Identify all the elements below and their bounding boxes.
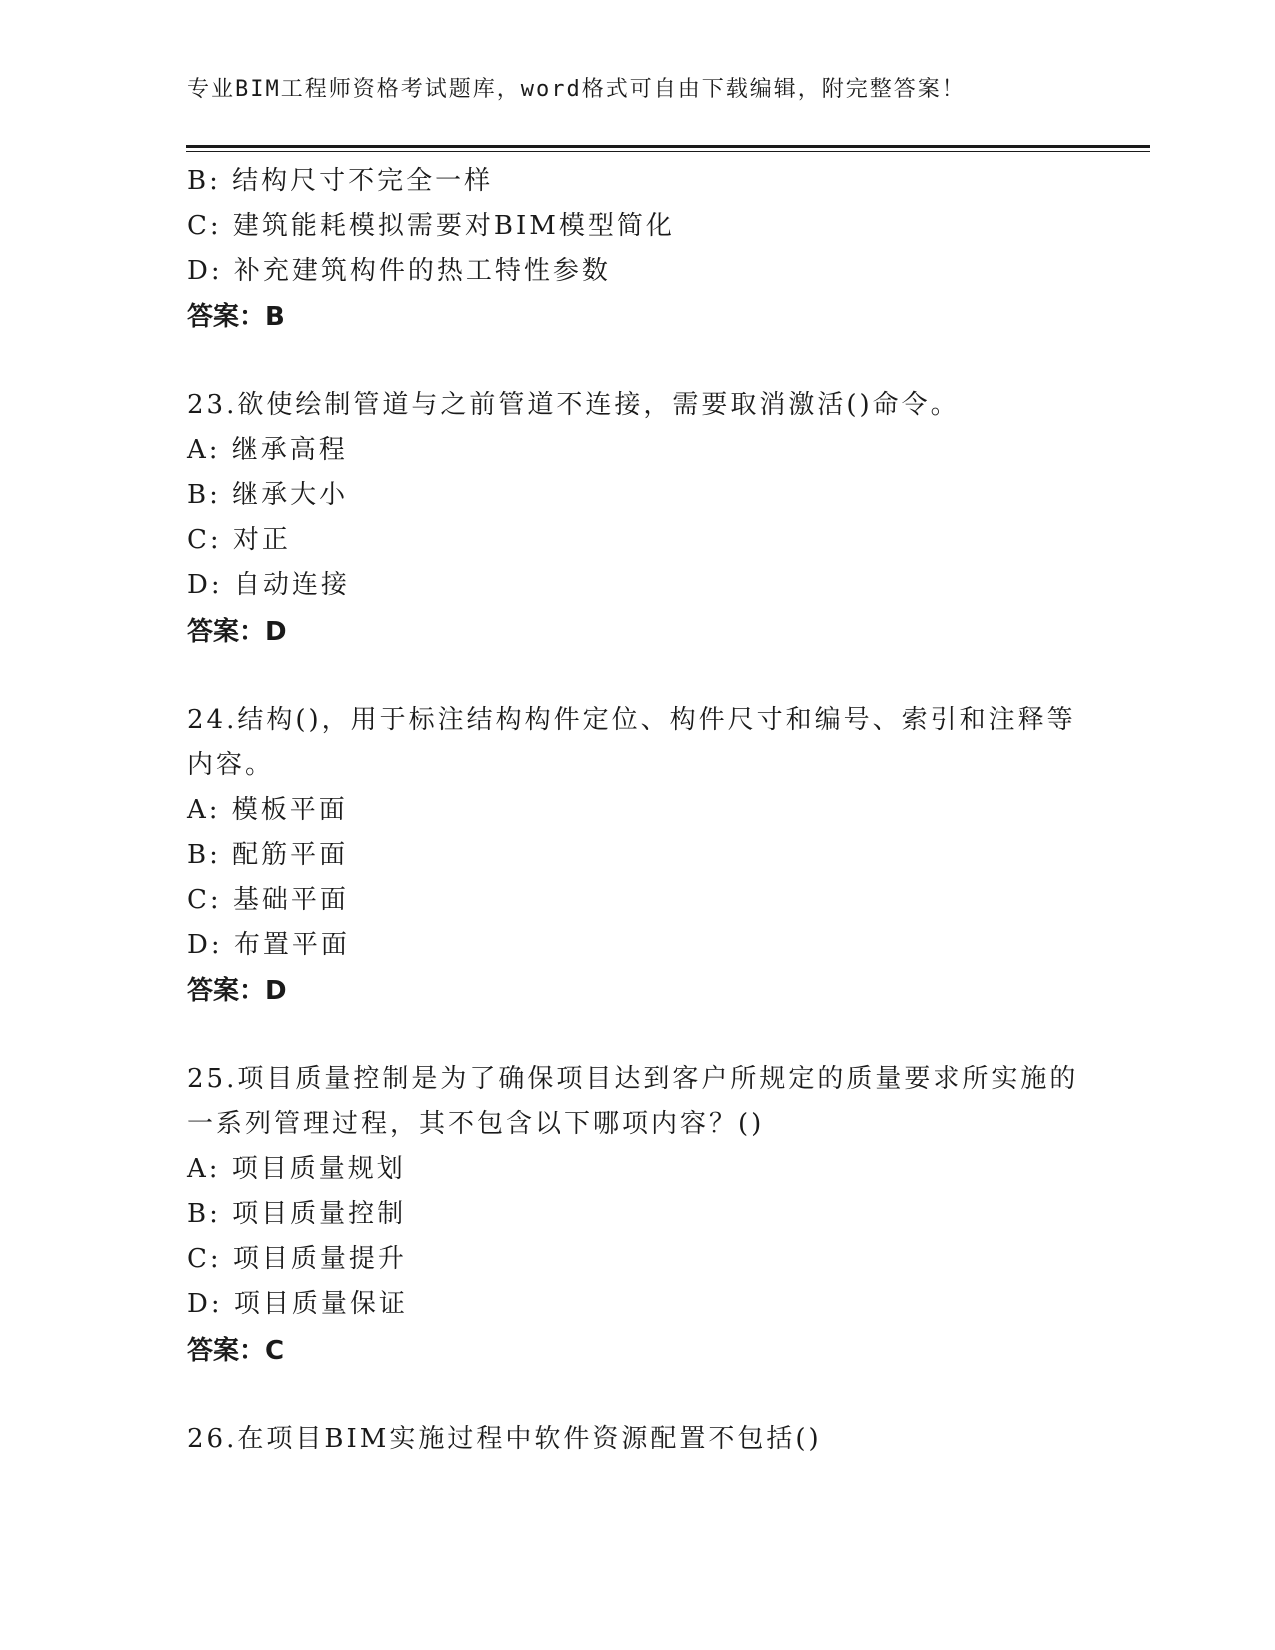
q22-option-d: D: 补充建筑构件的热工特性参数 [187,256,611,286]
q24-stem-line2: 内容。 [187,750,275,780]
q22-option-c: C: 建筑能耗模拟需要对BIM模型简化 [187,211,675,241]
q24-option-d: D: 布置平面 [187,930,350,960]
q23-option-b: B: 继承大小 [187,480,349,510]
q22-option-b: B: 结构尺寸不完全一样 [187,166,494,196]
q23-option-d: D: 自动连接 [187,570,350,600]
q22-answer: 答案：B [187,302,285,332]
q26-stem: 26.在项目BIM实施过程中软件资源配置不包括() [187,1424,822,1454]
q25-option-d: D: 项目质量保证 [187,1289,408,1319]
header-rule-thick [186,145,1150,148]
q25-stem-line2: 一系列管理过程，其不包含以下哪项内容？() [187,1109,765,1139]
header-rule-thin [186,151,1150,152]
q24-option-c: C: 基础平面 [187,885,349,915]
q24-answer: 答案：D [187,976,287,1006]
q23-answer: 答案：D [187,617,287,647]
q23-stem: 23.欲使绘制管道与之前管道不连接，需要取消激活()命令。 [187,390,960,420]
q25-option-a: A: 项目质量规划 [187,1154,406,1184]
q25-answer: 答案：C [187,1336,285,1366]
q25-option-b: B: 项目质量控制 [187,1199,407,1229]
q23-option-a: A: 继承高程 [187,435,348,465]
q23-option-c: C: 对正 [187,525,291,555]
q25-stem-line1: 25.项目质量控制是为了确保项目达到客户所规定的质量要求所实施的 [187,1064,1079,1094]
q24-option-b: B: 配筋平面 [187,840,349,870]
page-header: 专业BIM工程师资格考试题库，word格式可自由下载编辑，附完整答案！ [187,77,966,102]
q24-stem-line1: 24.结构()，用于标注结构构件定位、构件尺寸和编号、索引和注释等 [187,705,1076,735]
q24-option-a: A: 模板平面 [187,795,348,825]
q25-option-c: C: 项目质量提升 [187,1244,407,1274]
